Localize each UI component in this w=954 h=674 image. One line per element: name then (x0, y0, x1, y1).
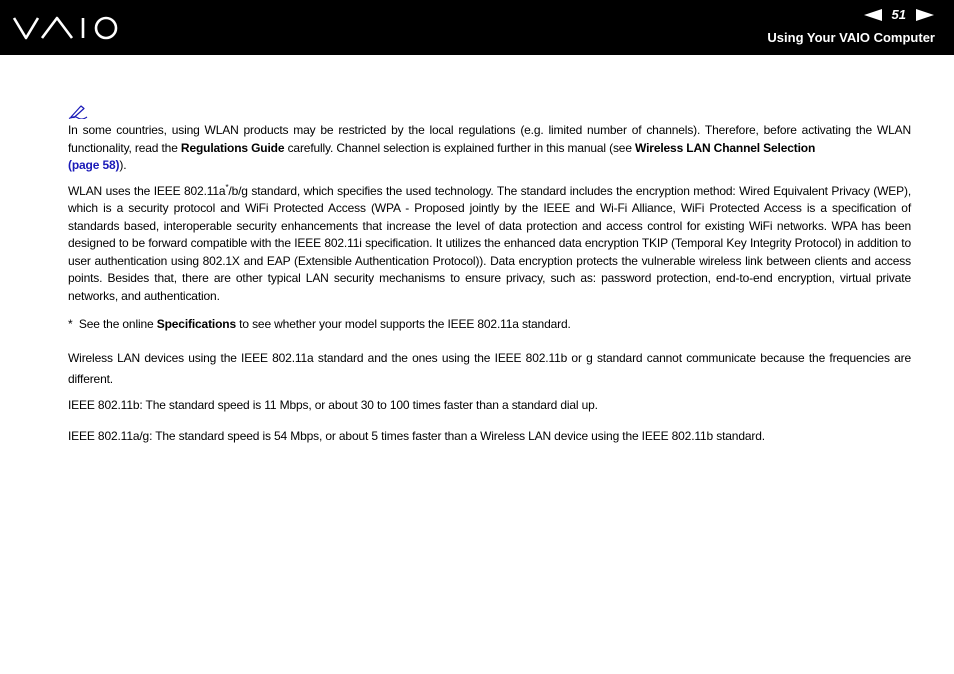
compatibility-paragraph: Wireless LAN devices using the IEEE 802.11a standard and the ones using the IEEE 802.11b or g standard cannot communicate because the frequencies are different. (68, 350, 911, 386)
channel-selection-term: Wireless LAN Channel Selection (635, 140, 816, 155)
footnote (68, 316, 911, 334)
wlan-text: /b/g standard, which specifies the used technology. The standard includes the encryption method: Wired Equivalent Privacy (WEP), which is a security protocol and WiFi Protected Access (WPA - Proposed jointly by the IEEE and Wi-Fi Alliance, WiFi Protected Access is a specification of standards based, interoperable security enhancements that increase the level of data protection and access control for existing WiFi networks. WPA has been designed to be forward compatible with the IEEE 802.11i specification. It utilizes the enhanced data encryption TKIP (Temporal Key Integrity Protocol) in addition to user authentication using 802.1X and EAP (Extensible Authentication Protocol)). Data encryption protects the vulnerable wireless link between clients and access points. Besides that, there are other typical LAN security mechanisms to ensure privacy, such as: password protection, end-to-end encryption, virtual private networks, and authentication. (68, 183, 911, 303)
previous-page-icon[interactable] (864, 9, 882, 21)
specifications-term: Specifications (156, 317, 236, 331)
section-title: Using Your VAIO Computer (767, 30, 935, 45)
footnote-text: to see whether your model supports the IEEE 802.11a standard. (236, 317, 571, 331)
footnote-marker: * (225, 182, 229, 192)
page-header (0, 0, 954, 55)
note-text: carefully. Channel selection is explained further in this manual (see (284, 140, 636, 155)
speed-80211ag-paragraph: IEEE 802.11a/g: The standard speed is 54 Mbps, or about 5 times faster than a Wireless LAN device using the IEEE 802.11b standard. (68, 429, 765, 443)
page-content (68, 104, 911, 446)
note-text: In some countries, using WLAN products may be restricted by the local regulations (e.g. limited number of channels). Therefore, before activating the WLAN functionality, read the (68, 123, 911, 155)
wlan-text: WLAN uses the IEEE 802.11a (68, 183, 226, 198)
wlan-paragraph (68, 183, 911, 306)
page-58-link[interactable]: (page 58) (68, 158, 120, 172)
note-text: ). (119, 158, 127, 172)
note-paragraph (68, 122, 911, 175)
page-navigation (864, 7, 934, 23)
vaio-logo (12, 14, 122, 42)
next-page-icon[interactable] (916, 9, 934, 21)
regulations-guide-term: Regulations Guide (180, 140, 285, 155)
footnote-marker: * (68, 317, 73, 331)
footnote-text: See the online (78, 317, 157, 331)
speed-80211b-paragraph: IEEE 802.11b: The standard speed is 11 Mbps, or about 30 to 100 times faster than a standard dial up. (68, 397, 598, 412)
pencil-note-icon (68, 104, 88, 119)
page-number: 51 (891, 7, 906, 22)
